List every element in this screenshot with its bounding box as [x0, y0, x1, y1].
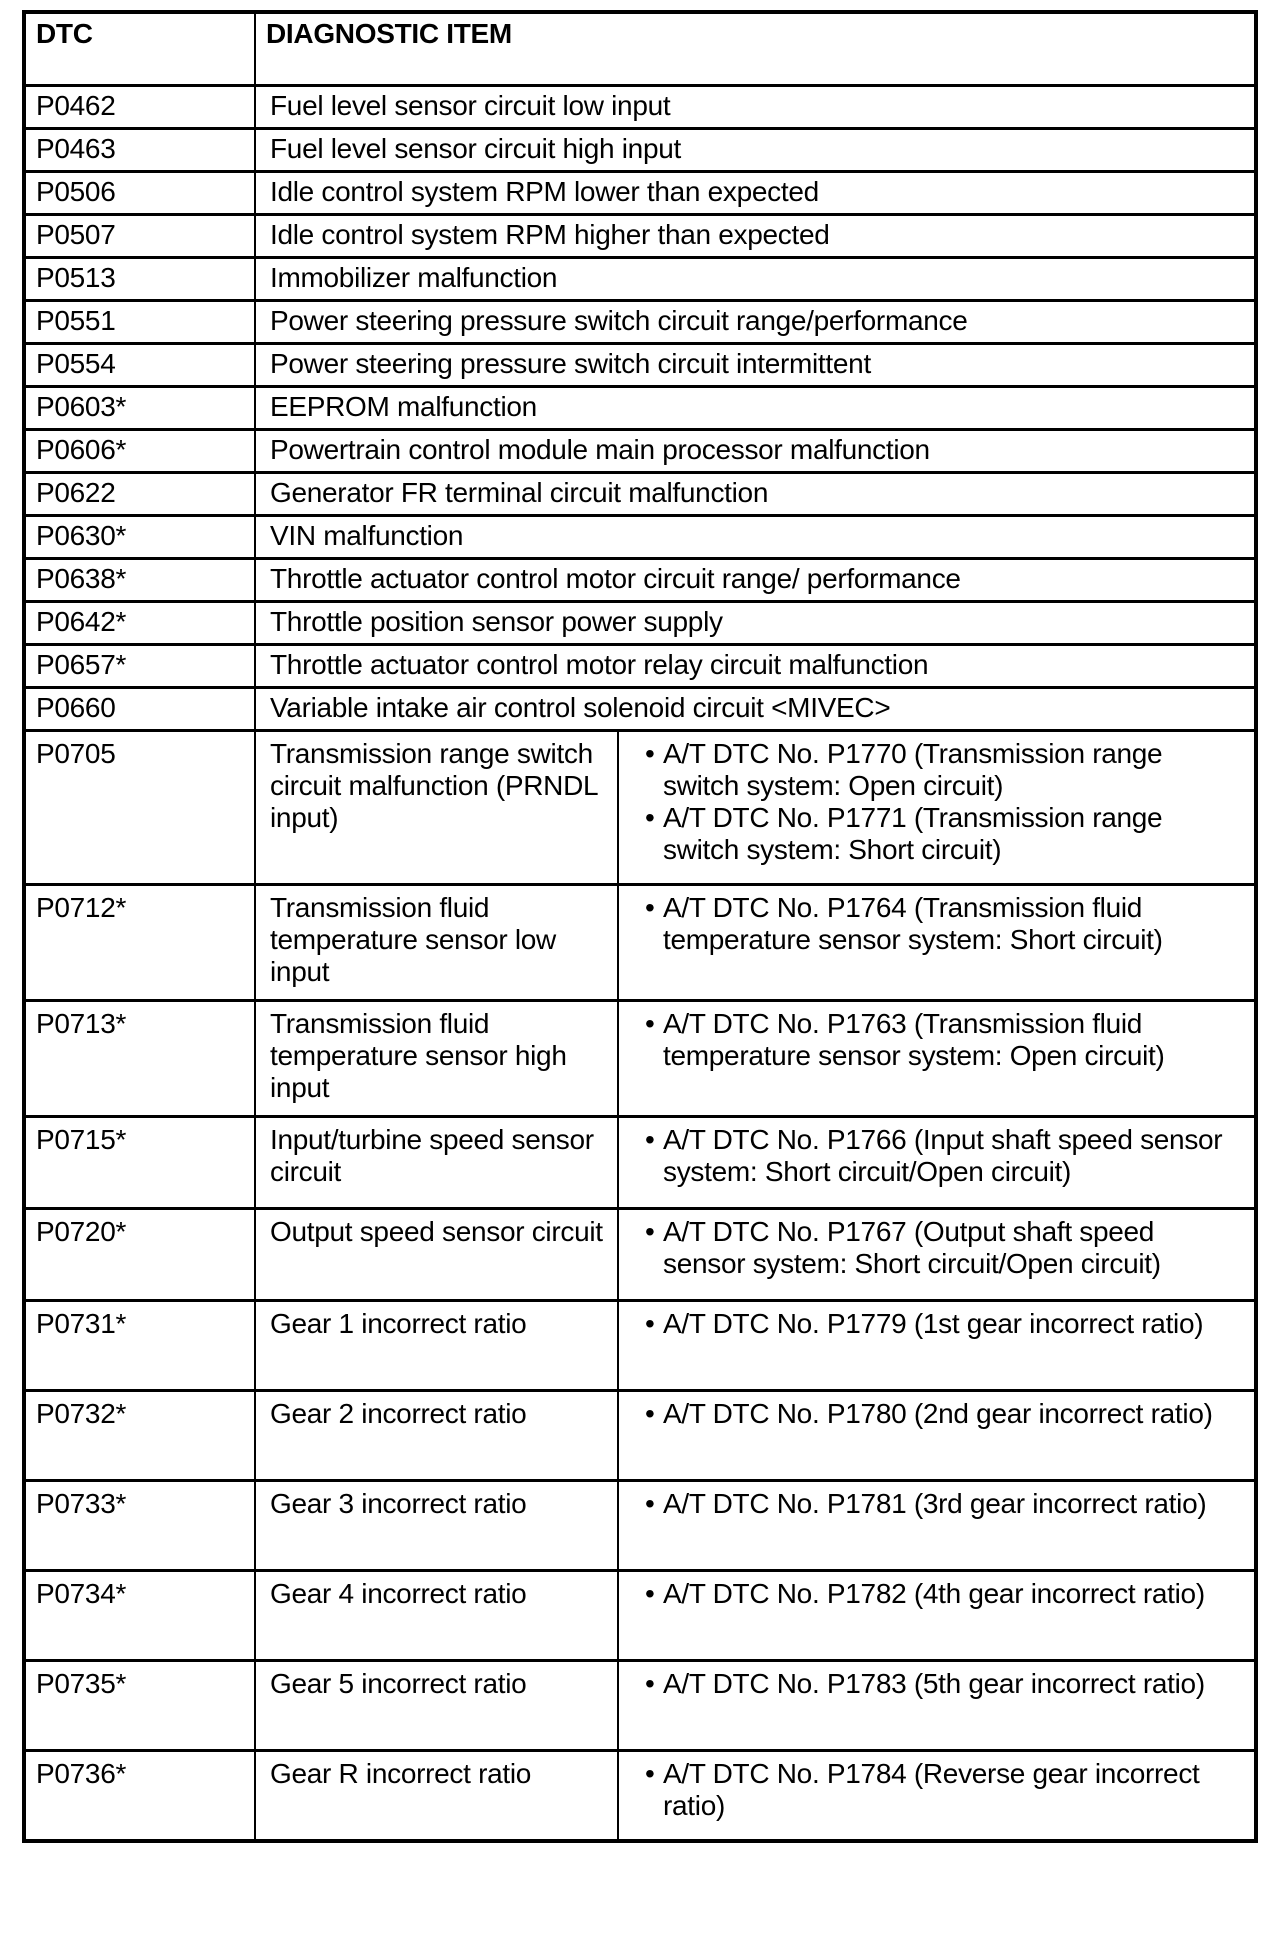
at-dtc-reference-cell	[617, 732, 1254, 883]
at-dtc-bullet-item: • A/T DTC No. P1784 (Reverse gear incorrect ratio)	[645, 1758, 1228, 1822]
table-row	[26, 428, 1254, 471]
diagnostic-item-cell: Output speed sensor circuit	[254, 1210, 617, 1299]
table-row	[26, 883, 1254, 999]
table-header-row	[26, 14, 1254, 84]
at-dtc-bullet-item: • A/T DTC No. P1779 (1st gear incorrect ratio)	[645, 1308, 1228, 1340]
diagnostic-item-cell: Idle control system RPM lower than expected	[254, 173, 1254, 213]
dtc-code-cell: P0712*	[36, 892, 127, 923]
table-row	[26, 1389, 1254, 1479]
diagnostic-item-column-header: DIAGNOSTIC ITEM	[254, 14, 1254, 84]
at-dtc-bullet-item: • A/T DTC No. P1770 (Transmission range switch system: Open circuit)	[645, 738, 1228, 802]
diagnostic-item-cell: Gear 2 incorrect ratio	[254, 1392, 617, 1479]
table-row	[26, 643, 1254, 686]
dtc-code-cell: P0506	[36, 176, 116, 207]
dtc-column-header: DTC	[36, 18, 93, 49]
diagnostic-item-cell: Gear R incorrect ratio	[254, 1752, 617, 1839]
dtc-code-cell: P0713*	[36, 1008, 127, 1039]
table-row	[26, 385, 1254, 428]
table-row	[26, 170, 1254, 213]
table-row	[26, 514, 1254, 557]
dtc-code-cell: P0513	[36, 262, 116, 293]
diagnostic-item-cell: Gear 4 incorrect ratio	[254, 1572, 617, 1659]
at-dtc-bullet-item: • A/T DTC No. P1764 (Transmission fluid temperature sensor system: Short circuit)	[645, 892, 1228, 956]
dtc-code-cell: P0731*	[36, 1308, 127, 1339]
at-dtc-reference-cell	[617, 1752, 1254, 1839]
table-row	[26, 729, 1254, 883]
at-dtc-bullet-item: • A/T DTC No. P1780 (2nd gear incorrect ratio)	[645, 1398, 1228, 1430]
diagnostic-item-cell: Powertrain control module main processor malfunction	[254, 431, 1254, 471]
diagnostic-item-cell: Gear 1 incorrect ratio	[254, 1302, 617, 1389]
at-dtc-bullet-item: • A/T DTC No. P1782 (4th gear incorrect ratio)	[645, 1578, 1228, 1610]
at-dtc-reference-cell	[617, 1392, 1254, 1479]
diagnostic-item-cell: Fuel level sensor circuit low input	[254, 87, 1254, 127]
diagnostic-item-cell: Power steering pressure switch circuit intermittent	[254, 345, 1254, 385]
at-dtc-bullet-item: • A/T DTC No. P1767 (Output shaft speed sensor system: Short circuit/Open circuit)	[645, 1216, 1228, 1280]
diagnostic-item-cell: Throttle position sensor power supply	[254, 603, 1254, 643]
diagnostic-item-cell: Transmission fluid temperature sensor low input	[254, 886, 617, 999]
table-row	[26, 1569, 1254, 1659]
diagnostic-item-cell: Idle control system RPM higher than expected	[254, 216, 1254, 256]
diagnostic-item-cell: Immobilizer malfunction	[254, 259, 1254, 299]
dtc-code-cell: P0733*	[36, 1488, 127, 1519]
table-row	[26, 1659, 1254, 1749]
diagnostic-item-cell: Fuel level sensor circuit high input	[254, 130, 1254, 170]
diagnostic-item-cell: Transmission range switch circuit malfunction (PRNDL input)	[254, 732, 617, 883]
table-row	[26, 299, 1254, 342]
at-dtc-reference-cell	[617, 1482, 1254, 1569]
diagnostic-item-cell: Input/turbine speed sensor circuit	[254, 1118, 617, 1207]
dtc-code-cell: P0735*	[36, 1668, 127, 1699]
table-row	[26, 999, 1254, 1115]
dtc-code-cell: P0642*	[36, 606, 127, 637]
diagnostic-item-cell: Gear 3 incorrect ratio	[254, 1482, 617, 1569]
diagnostic-item-cell: Generator FR terminal circuit malfunction	[254, 474, 1254, 514]
dtc-code-cell: P0622	[36, 477, 116, 508]
at-dtc-bullet-item: • A/T DTC No. P1763 (Transmission fluid temperature sensor system: Open circuit)	[645, 1008, 1228, 1072]
dtc-code-cell: P0630*	[36, 520, 127, 551]
diagnostic-item-cell: Transmission fluid temperature sensor high input	[254, 1002, 617, 1115]
table-row	[26, 1299, 1254, 1389]
dtc-code-cell: P0507	[36, 219, 116, 250]
table-row	[26, 127, 1254, 170]
dtc-code-cell: P0732*	[36, 1398, 127, 1429]
at-dtc-bullet-item: • A/T DTC No. P1781 (3rd gear incorrect ratio)	[645, 1488, 1228, 1520]
table-row	[26, 1749, 1254, 1839]
at-dtc-reference-cell	[617, 1572, 1254, 1659]
at-dtc-reference-cell	[617, 1002, 1254, 1115]
at-dtc-reference-cell	[617, 1662, 1254, 1749]
dtc-code-cell: P0606*	[36, 434, 127, 465]
diagnostic-item-cell: Throttle actuator control motor circuit range/ performance	[254, 560, 1254, 600]
diagnostic-item-cell: VIN malfunction	[254, 517, 1254, 557]
dtc-table	[22, 10, 1258, 1843]
dtc-code-cell: P0603*	[36, 391, 127, 422]
table-row	[26, 471, 1254, 514]
at-dtc-bullet-item: • A/T DTC No. P1783 (5th gear incorrect ratio)	[645, 1668, 1228, 1700]
table-row	[26, 1479, 1254, 1569]
dtc-code-cell: P0660	[36, 692, 116, 723]
dtc-code-cell: P0463	[36, 133, 116, 164]
dtc-code-cell: P0734*	[36, 1578, 127, 1609]
diagnostic-item-cell: Throttle actuator control motor relay circuit malfunction	[254, 646, 1254, 686]
diagnostic-item-cell: Power steering pressure switch circuit range/performance	[254, 302, 1254, 342]
at-dtc-bullet-item: • A/T DTC No. P1766 (Input shaft speed sensor system: Short circuit/Open circuit)	[645, 1124, 1228, 1188]
dtc-code-cell: P0551	[36, 305, 116, 336]
diagnostic-item-cell: Variable intake air control solenoid circuit <MIVEC>	[254, 689, 1254, 729]
table-row	[26, 1207, 1254, 1299]
dtc-code-cell: P0554	[36, 348, 116, 379]
table-row	[26, 84, 1254, 127]
dtc-code-cell: P0736*	[36, 1758, 127, 1789]
table-row	[26, 342, 1254, 385]
table-row	[26, 600, 1254, 643]
table-row	[26, 213, 1254, 256]
dtc-code-cell: P0720*	[36, 1216, 127, 1247]
at-dtc-bullet-item: • A/T DTC No. P1771 (Transmission range switch system: Short circuit)	[645, 802, 1228, 866]
at-dtc-reference-cell	[617, 1210, 1254, 1299]
dtc-code-cell: P0462	[36, 90, 116, 121]
dtc-code-cell: P0715*	[36, 1124, 127, 1155]
table-row	[26, 557, 1254, 600]
at-dtc-reference-cell	[617, 1118, 1254, 1207]
dtc-code-cell: P0705	[36, 738, 116, 769]
dtc-code-cell: P0657*	[36, 649, 127, 680]
table-row	[26, 1115, 1254, 1207]
table-row	[26, 256, 1254, 299]
at-dtc-reference-cell	[617, 1302, 1254, 1389]
diagnostic-item-cell: Gear 5 incorrect ratio	[254, 1662, 617, 1749]
table-row	[26, 686, 1254, 729]
dtc-code-cell: P0638*	[36, 563, 127, 594]
diagnostic-item-cell: EEPROM malfunction	[254, 388, 1254, 428]
at-dtc-reference-cell	[617, 886, 1254, 999]
